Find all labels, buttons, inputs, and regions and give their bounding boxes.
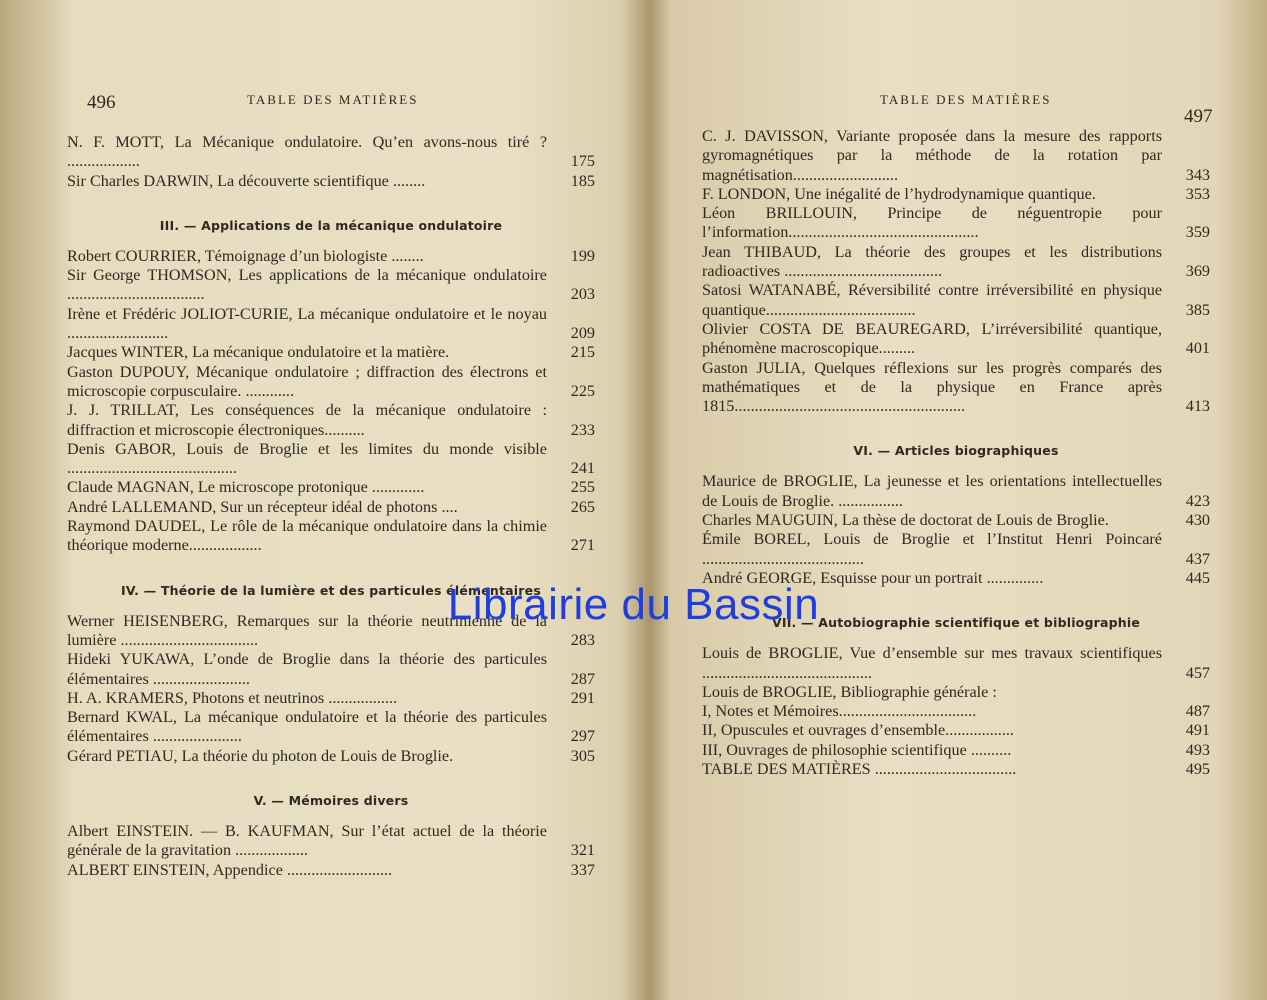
entry-page-number: 209 [570, 324, 595, 343]
toc-entry [67, 133, 595, 172]
entry-title: Gaston DUPOUY, Mécanique ondulatoire ; diffraction des électrons et microscopie corpusculaire. ............ [67, 362, 547, 400]
entry-page-number: 305 [570, 746, 595, 765]
entry-title: Jean THIBAUD, La théorie des groupes et les distributions radioactives ....................................... [702, 242, 1162, 281]
entry-page-number: 241 [570, 459, 595, 478]
toc-entry [702, 741, 1210, 760]
entry-page-number: 321 [570, 841, 595, 860]
entry-page-number: 487 [1185, 702, 1210, 721]
toc-entry [67, 247, 595, 266]
entry-page-number: 495 [1185, 760, 1210, 779]
entry-title: F. LONDON, Une inégalité de l’hydrodynamique quantique. [702, 184, 1096, 203]
entry-page-number: 457 [1185, 663, 1210, 682]
toc-entry [702, 721, 1210, 740]
entry-title: H. A. KRAMERS, Photons et neutrinos ................. [67, 688, 398, 707]
entry-page-number: 445 [1185, 568, 1210, 587]
entry-page-number: 430 [1185, 511, 1210, 530]
entry-page-number: 199 [570, 246, 595, 265]
section-heading: VI. — Articles biographiques [853, 443, 1059, 459]
toc-entry [702, 243, 1210, 282]
entry-title: Claude MAGNAN, Le microscope protonique ............. [67, 478, 425, 497]
toc-entry [67, 172, 595, 191]
entry-title: II, Opuscules et ouvrages d’ensemble................. [702, 721, 1014, 740]
toc-entry [67, 650, 595, 689]
toc-entry [67, 747, 595, 766]
entry-page-number: 283 [570, 630, 595, 649]
toc-entry [67, 517, 595, 556]
watermark-text: Librairie du Bassin [447, 580, 820, 629]
toc-entry [702, 569, 1210, 588]
entry-title: Albert EINSTEIN. — B. KAUFMAN, Sur l’état actuel de la théorie générale de la gravitation .................. [67, 822, 547, 860]
entry-page-number: 265 [570, 497, 595, 516]
entry-title: Werner HEISENBERG, Remarques sur la théorie neutrinienne de la lumière .................................. [67, 611, 547, 649]
running-head: TABLE DES MATIÈRES [247, 92, 419, 107]
entry-title: Robert COURRIER, Témoignage d’un biologiste ........ [67, 246, 424, 265]
entry-title: C. J. DAVISSON, Variante proposée dans la mesure des rapports gyromagnétiques par la méthode de la rotation par magnétisation.......................... [702, 127, 1162, 184]
entry-page-number: 203 [570, 285, 595, 304]
entry-title: André LALLEMAND, Sur un récepteur idéal de photons .... [67, 497, 458, 516]
entry-page-number: 359 [1185, 223, 1210, 242]
toc-entry [702, 359, 1210, 417]
entry-page-number: 493 [1185, 740, 1210, 759]
toc-entry [67, 401, 595, 440]
entry-page-number: 437 [1185, 549, 1210, 568]
entry-page-number: 337 [570, 860, 595, 879]
toc-entry [702, 644, 1210, 683]
entry-title: Louis de BROGLIE, Bibliographie générale : [702, 682, 997, 701]
toc-left [67, 133, 595, 880]
section-heading: VII. — Autobiographie scientifique et bibliographie [771, 615, 1141, 631]
toc-entry [702, 320, 1210, 359]
entry-page-number: 413 [1185, 397, 1210, 416]
entry-page-number: 297 [570, 727, 595, 746]
entry-title: Hideki YUKAWA, L’onde de Broglie dans la théorie des particules élémentaires ........................ [67, 650, 547, 688]
toc-entry [67, 363, 595, 402]
toc-entry [67, 266, 595, 305]
toc-entry [702, 281, 1210, 320]
entry-title: Léon BRILLOUIN, Principe de néguentropie pour l’information............................................... [702, 204, 1162, 242]
entry-title: Maurice de BROGLIE, La jeunesse et les orientations intellectuelles de Louis de Broglie. ................ [702, 472, 1162, 510]
toc-entry [702, 204, 1210, 243]
toc-entry [67, 343, 595, 362]
entry-title: TABLE DES MATIÈRES ................................... [702, 760, 1017, 779]
toc-entry [67, 708, 595, 747]
entry-title: III, Ouvrages de philosophie scientifique .......... [702, 740, 1012, 759]
toc-entry [702, 511, 1210, 530]
entry-page-number: 369 [1185, 262, 1210, 281]
entry-page-number: 491 [1185, 721, 1210, 740]
toc-entry [702, 530, 1210, 569]
entry-page-number: 423 [1185, 491, 1210, 510]
entry-page-number: 215 [570, 343, 595, 362]
entry-page-number: 401 [1185, 339, 1210, 358]
toc-entry [67, 305, 595, 344]
entry-page-number: 385 [1185, 300, 1210, 319]
page-number: 497 [1184, 106, 1213, 127]
entry-title: Denis GABOR, Louis de Broglie et les limites du monde visible .......................................... [67, 439, 547, 478]
entry-page-number: 287 [570, 669, 595, 688]
entry-page-number: 271 [570, 536, 595, 555]
entry-title: Charles MAUGUIN, La thèse de doctorat de Louis de Broglie. [702, 511, 1109, 530]
left-page [55, 0, 615, 1000]
toc-entry [702, 760, 1210, 779]
page-number: 496 [87, 92, 116, 113]
section-heading: V. — Mémoires divers [253, 793, 409, 809]
toc-entry [67, 612, 595, 651]
entry-page-number: 185 [570, 171, 595, 190]
entry-title: Raymond DAUDEL, Le rôle de la mécanique ondulatoire dans la chimie théorique moderne.................. [67, 517, 547, 555]
entry-title: N. F. MOTT, La Mécanique ondulatoire. Qu’en avons-nous tiré ? .................. [67, 133, 547, 171]
entry-title: Gaston JULIA, Quelques réflexions sur les progrès comparés des mathématiques et de la physique en France après 1815......................................................... [702, 358, 1162, 416]
entry-title: Bernard KWAL, La mécanique ondulatoire et la théorie des particules élémentaires ...................... [67, 708, 547, 746]
toc-entry [702, 127, 1210, 185]
toc-entry [702, 702, 1210, 721]
entry-title: Jacques WINTER, La mécanique ondulatoire et la matière. [67, 343, 450, 362]
entry-page-number: 175 [570, 152, 595, 171]
entry-page-number: 291 [570, 688, 595, 707]
entry-title: I, Notes et Mémoires.................................. [702, 702, 977, 721]
running-head: TABLE DES MATIÈRES [880, 92, 1052, 107]
entry-page-number: 343 [1185, 165, 1210, 184]
entry-title: Émile BOREL, Louis de Broglie et l’Institut Henri Poincaré ........................................ [702, 530, 1162, 568]
toc-entry [67, 822, 595, 861]
toc-entry [67, 478, 595, 497]
toc-entry [67, 440, 595, 479]
right-page [690, 0, 1230, 1000]
entry-title: Sir Charles DARWIN, La découverte scientifique ........ [67, 171, 426, 190]
section-heading: IV. — Théorie de la lumière et des particules élémentaires [121, 582, 541, 598]
toc-entry [702, 185, 1210, 204]
entry-title: J. J. TRILLAT, Les conséquences de la mécanique ondulatoire : diffraction et microscopie électroniques.......... [67, 401, 547, 439]
entry-title: Gérard PETIAU, La théorie du photon de Louis de Broglie. [67, 746, 454, 765]
entry-title: André GEORGE, Esquisse pour un portrait .............. [702, 568, 1044, 587]
entry-title: Sir George THOMSON, Les applications de la mécanique ondulatoire .................................. [67, 266, 547, 304]
toc-entry [67, 861, 595, 880]
toc-entry [702, 683, 1210, 702]
entry-page-number: 353 [1185, 184, 1210, 203]
toc-entry [67, 498, 595, 517]
entry-page-number: 255 [570, 478, 595, 497]
section-heading: III. — Applications de la mécanique ondulatoire [159, 217, 503, 233]
toc-entry [67, 689, 595, 708]
entry-title: Louis de BROGLIE, Vue d’ensemble sur mes travaux scientifiques .......................................... [702, 644, 1162, 682]
entry-title: Olivier COSTA DE BEAUREGARD, L’irréversibilité quantique, phénomène macroscopique......... [702, 319, 1162, 358]
entry-page-number: 225 [570, 381, 595, 400]
toc-right [702, 127, 1210, 779]
entry-title: Irène et Frédéric JOLIOT-CURIE, La mécanique ondulatoire et le noyau ......................... [67, 304, 547, 343]
toc-entry [702, 472, 1210, 511]
entry-page-number: 233 [570, 420, 595, 439]
entry-title: Satosi WATANABÉ, Réversibilité contre irréversibilité en physique quantique..................................... [702, 281, 1162, 319]
entry-title: ALBERT EINSTEIN, Appendice .......................... [67, 860, 393, 879]
